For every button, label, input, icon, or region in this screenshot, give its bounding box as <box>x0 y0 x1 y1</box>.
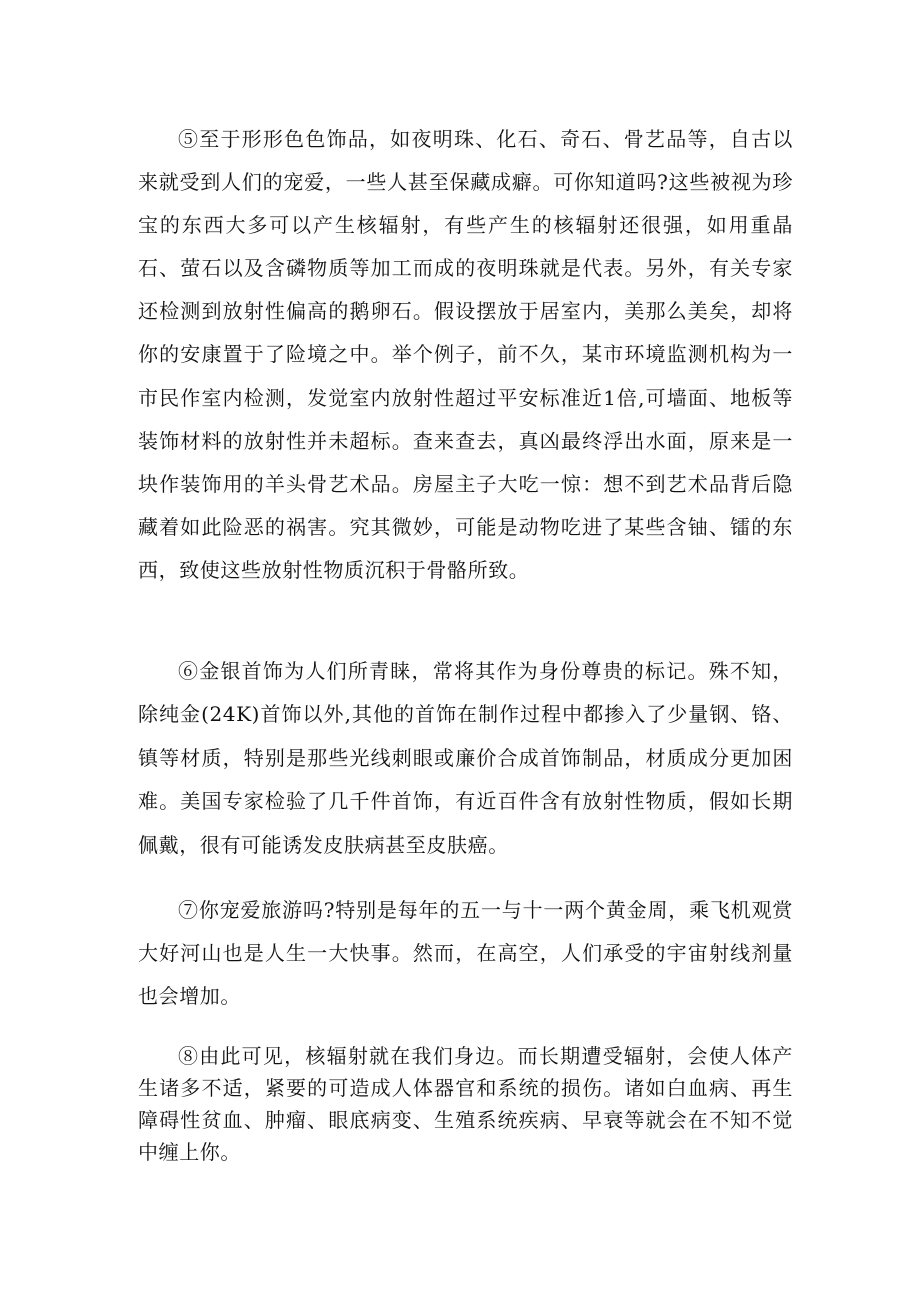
paragraph-5: ⑤至于形形色色饰品，如夜明珠、化石、奇石、骨艺品等，自古以来就受到人们的宠爱，一些人甚至保藏成癖。可你知道吗?这些被视为珍宝的东西大多可以产生核辐射，有些产生的核辐射还很强，如用重晶石、萤石以及含磷物质等加工而成的夜明珠就是代表。另外，有关专家还检测到放射性偏高的鹅卵石。假设摆放于居室内，美那么美矣，却将你的安康置于了险境之中。举个例子，前不久，某市环境监测机构为一市民作室内检测，发觉室内放射性超过平安标准近1倍,可墙面、地板等装饰材料的放射性并未超标。查来查去，真凶最终浮出水面，原来是一块作装饰用的羊头骨艺术品。房屋主子大吃一惊：想不到艺术品背后隐藏着如此险恶的祸害。究其微妙，可能是动物吃进了某些含铀、镭的东西，致使这些放射性物质沉积于骨骼所致。 <box>138 127 793 582</box>
paragraph-8: ⑧由此可见，核辐射就在我们身边。而长期遭受辐射，会使人体产生诸多不适，紧要的可造成人体器官和系统的损伤。诸如白血病、再生障碍性贫血、肿瘤、眼底病变、生殖系统疾病、早衰等就会在不知不觉中缠上你。 <box>138 1044 793 1164</box>
paragraph-6: ⑥金银首饰为人们所青睐，常将其作为身份尊贵的标记。殊不知，除纯金(24K)首饰以外,其他的首饰在制作过程中都掺入了少量钢、铬、镇等材质，特别是那些光线刺眼或廉价合成首饰制品，材质成分更加困难。美国专家检验了几千件首饰，有近百件含有放射性物质，假如长期佩戴，很有可能诱发皮肤病甚至皮肤癌。 <box>138 659 793 857</box>
paragraph-7: ⑦你宠爱旅游吗?特别是每年的五一与十一两个黄金周，乘飞机观赏大好河山也是人生一大快事。然而，在高空，人们承受的宇宙射线剂量也会增加。 <box>138 898 793 1008</box>
